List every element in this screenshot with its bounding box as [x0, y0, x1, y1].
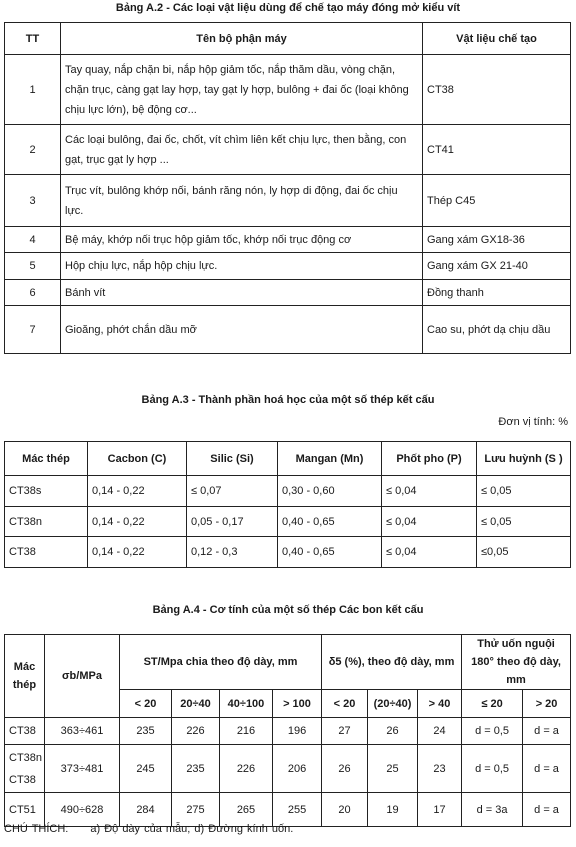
material: Đồng thanh — [423, 280, 571, 306]
elongation-value: 24 — [418, 718, 462, 745]
table-a4-sub-bend: ≤ 20 — [462, 690, 523, 718]
tensile-value: 373÷481 — [45, 745, 120, 793]
material: CT41 — [423, 125, 571, 175]
bend-value: d = 3a — [462, 793, 523, 827]
yield-value: 226 — [172, 718, 220, 745]
material: Gang xám GX18-36 — [423, 227, 571, 253]
silicon-value: 0,12 - 0,3 — [187, 537, 278, 568]
silicon-value: ≤ 0,07 — [187, 476, 278, 507]
table-a3-header-phosphorus: Phốt pho (P) — [382, 442, 477, 476]
elongation-value: 26 — [322, 745, 368, 793]
manganese-value: 0,30 - 0,60 — [278, 476, 382, 507]
material: Cao su, phớt dạ chịu dầu — [423, 306, 571, 354]
bend-value: d = 0,5 — [462, 745, 523, 793]
elongation-value: 19 — [368, 793, 418, 827]
part-name: Gioăng, phớt chắn dầu mỡ — [61, 306, 423, 354]
elongation-value: 25 — [368, 745, 418, 793]
table-row — [5, 125, 571, 175]
table-a3-unit: Đơn vị tính: % — [498, 416, 568, 428]
yield-value: 255 — [273, 793, 322, 827]
table-a3-header-silicon: Silic (Si) — [187, 442, 278, 476]
table-a4-sub-delta: < 20 — [322, 690, 368, 718]
manganese-value: 0,40 - 0,65 — [278, 537, 382, 568]
table-row — [5, 537, 571, 568]
steel-grade: CT38 — [5, 718, 45, 745]
steel-grade: CT38n — [5, 507, 88, 537]
material: Gang xám GX 21-40 — [423, 253, 571, 280]
yield-value: 265 — [220, 793, 273, 827]
table-a4-header-bend-test: Thử uốn nguội 180° theo độ dày, mm — [462, 635, 571, 690]
table-a4-header-elongation: δ5 (%), theo độ dày, mm — [322, 635, 462, 690]
table-a4 — [4, 634, 571, 827]
table-row — [5, 718, 571, 745]
yield-value: 226 — [220, 745, 273, 793]
table-a4-caption: Bảng A.4 - Cơ tính của một số thép Các bon kết cấu — [152, 604, 424, 616]
table-a2 — [4, 22, 571, 354]
row-number: 4 — [5, 227, 61, 253]
table-a4-sub-st: > 100 — [273, 690, 322, 718]
row-number: 2 — [5, 125, 61, 175]
elongation-value: 23 — [418, 745, 462, 793]
table-a2-header-name: Tên bộ phận máy — [61, 23, 423, 55]
table-a3-caption: Bảng A.3 - Thành phần hoá học của một số thép kết cấu — [141, 394, 435, 406]
table-a4-sub-delta: > 40 — [418, 690, 462, 718]
table-row — [5, 793, 571, 827]
table-a2-header-material: Vật liệu chế tạo — [423, 23, 571, 55]
yield-value: 235 — [172, 745, 220, 793]
steel-grade: CT38n CT38 — [5, 745, 45, 793]
elongation-value: 20 — [322, 793, 368, 827]
table-a3-header-sulfur: Lưu huỳnh (S ) — [477, 442, 571, 476]
carbon-value: 0,14 - 0,22 — [88, 476, 187, 507]
table-row — [5, 306, 571, 354]
material: Thép C45 — [423, 175, 571, 227]
table-a4-sub-st: < 20 — [120, 690, 172, 718]
part-name: Bệ máy, khớp nối trục hộp giảm tốc, khớp nối trục động cơ — [61, 227, 423, 253]
table-a3-header-carbon: Cacbon (C) — [88, 442, 187, 476]
material: CT38 — [423, 55, 571, 125]
part-name: Các loại bulông, đai ốc, chốt, vít chìm liên kết chịu lực, then bằng, con gạt, trục gạt ly hợp ... — [61, 125, 423, 175]
row-number: 3 — [5, 175, 61, 227]
carbon-value: 0,14 - 0,22 — [88, 507, 187, 537]
table-a3-header-manganese: Mangan (Mn) — [278, 442, 382, 476]
footnote — [4, 823, 293, 835]
row-number: 1 — [5, 55, 61, 125]
part-name: Tay quay, nắp chặn bi, nắp hộp giảm tốc, nắp thăm dầu, vòng chặn, chặn trục, càng gạt lay hợp, tay gạt ly hợp, bulông + đai ốc (loại không chịu lực lớn), bệ động cơ... — [61, 55, 423, 125]
sulfur-value: ≤ 0,05 — [477, 507, 571, 537]
yield-value: 216 — [220, 718, 273, 745]
table-a3 — [4, 441, 571, 568]
phosphorus-value: ≤ 0,04 — [382, 537, 477, 568]
table-a4-sub-delta: (20÷40) — [368, 690, 418, 718]
elongation-value: 27 — [322, 718, 368, 745]
bend-value: d = a — [523, 793, 571, 827]
table-row — [5, 55, 571, 125]
table-a4-sub-st: 40÷100 — [220, 690, 273, 718]
phosphorus-value: ≤ 0,04 — [382, 507, 477, 537]
sulfur-value: ≤0,05 — [477, 537, 571, 568]
row-number: 6 — [5, 280, 61, 306]
yield-value: 235 — [120, 718, 172, 745]
bend-value: d = a — [523, 745, 571, 793]
carbon-value: 0,14 - 0,22 — [88, 537, 187, 568]
steel-grade: CT51 — [5, 793, 45, 827]
row-number: 7 — [5, 306, 61, 354]
table-a4-sub-bend: > 20 — [523, 690, 571, 718]
tensile-value: 490÷628 — [45, 793, 120, 827]
yield-value: 206 — [273, 745, 322, 793]
table-row — [5, 175, 571, 227]
elongation-value: 26 — [368, 718, 418, 745]
table-a2-header-tt: TT — [5, 23, 61, 55]
table-a4-header-yield: ST/Mpa chia theo độ dày, mm — [120, 635, 322, 690]
table-a2-caption: Bảng A.2 - Các loại vật liệu dùng để chế tạo máy đóng mở kiểu vít — [115, 2, 461, 14]
table-a4-header-grade: Mác thép — [5, 635, 45, 718]
table-a3-header-grade: Mác thép — [5, 442, 88, 476]
part-name: Bánh vít — [61, 280, 423, 306]
bend-value: d = 0,5 — [462, 718, 523, 745]
table-row — [5, 227, 571, 253]
elongation-value: 17 — [418, 793, 462, 827]
table-row — [5, 476, 571, 507]
table-row — [5, 745, 571, 793]
footnote-text: a) Độ dày của mẫu; d) Đường kính uốn. — [90, 823, 294, 835]
yield-value: 196 — [273, 718, 322, 745]
part-name: Trục vít, bulông khớp nối, bánh răng nón, ly hợp di động, đai ốc chịu lực. — [61, 175, 423, 227]
table-a4-sub-st: 20÷40 — [172, 690, 220, 718]
table-row — [5, 253, 571, 280]
silicon-value: 0,05 - 0,17 — [187, 507, 278, 537]
yield-value: 245 — [120, 745, 172, 793]
yield-value: 275 — [172, 793, 220, 827]
manganese-value: 0,40 - 0,65 — [278, 507, 382, 537]
footnote-label: CHÚ THÍCH: — [4, 823, 69, 835]
table-a4-header-tensile: σb/MPa — [45, 635, 120, 718]
bend-value: d = a — [523, 718, 571, 745]
row-number: 5 — [5, 253, 61, 280]
yield-value: 284 — [120, 793, 172, 827]
tensile-value: 363÷461 — [45, 718, 120, 745]
table-row — [5, 280, 571, 306]
steel-grade: CT38 — [5, 537, 88, 568]
table-row — [5, 507, 571, 537]
steel-grade: CT38s — [5, 476, 88, 507]
phosphorus-value: ≤ 0,04 — [382, 476, 477, 507]
sulfur-value: ≤ 0,05 — [477, 476, 571, 507]
part-name: Hộp chịu lực, nắp hộp chịu lực. — [61, 253, 423, 280]
